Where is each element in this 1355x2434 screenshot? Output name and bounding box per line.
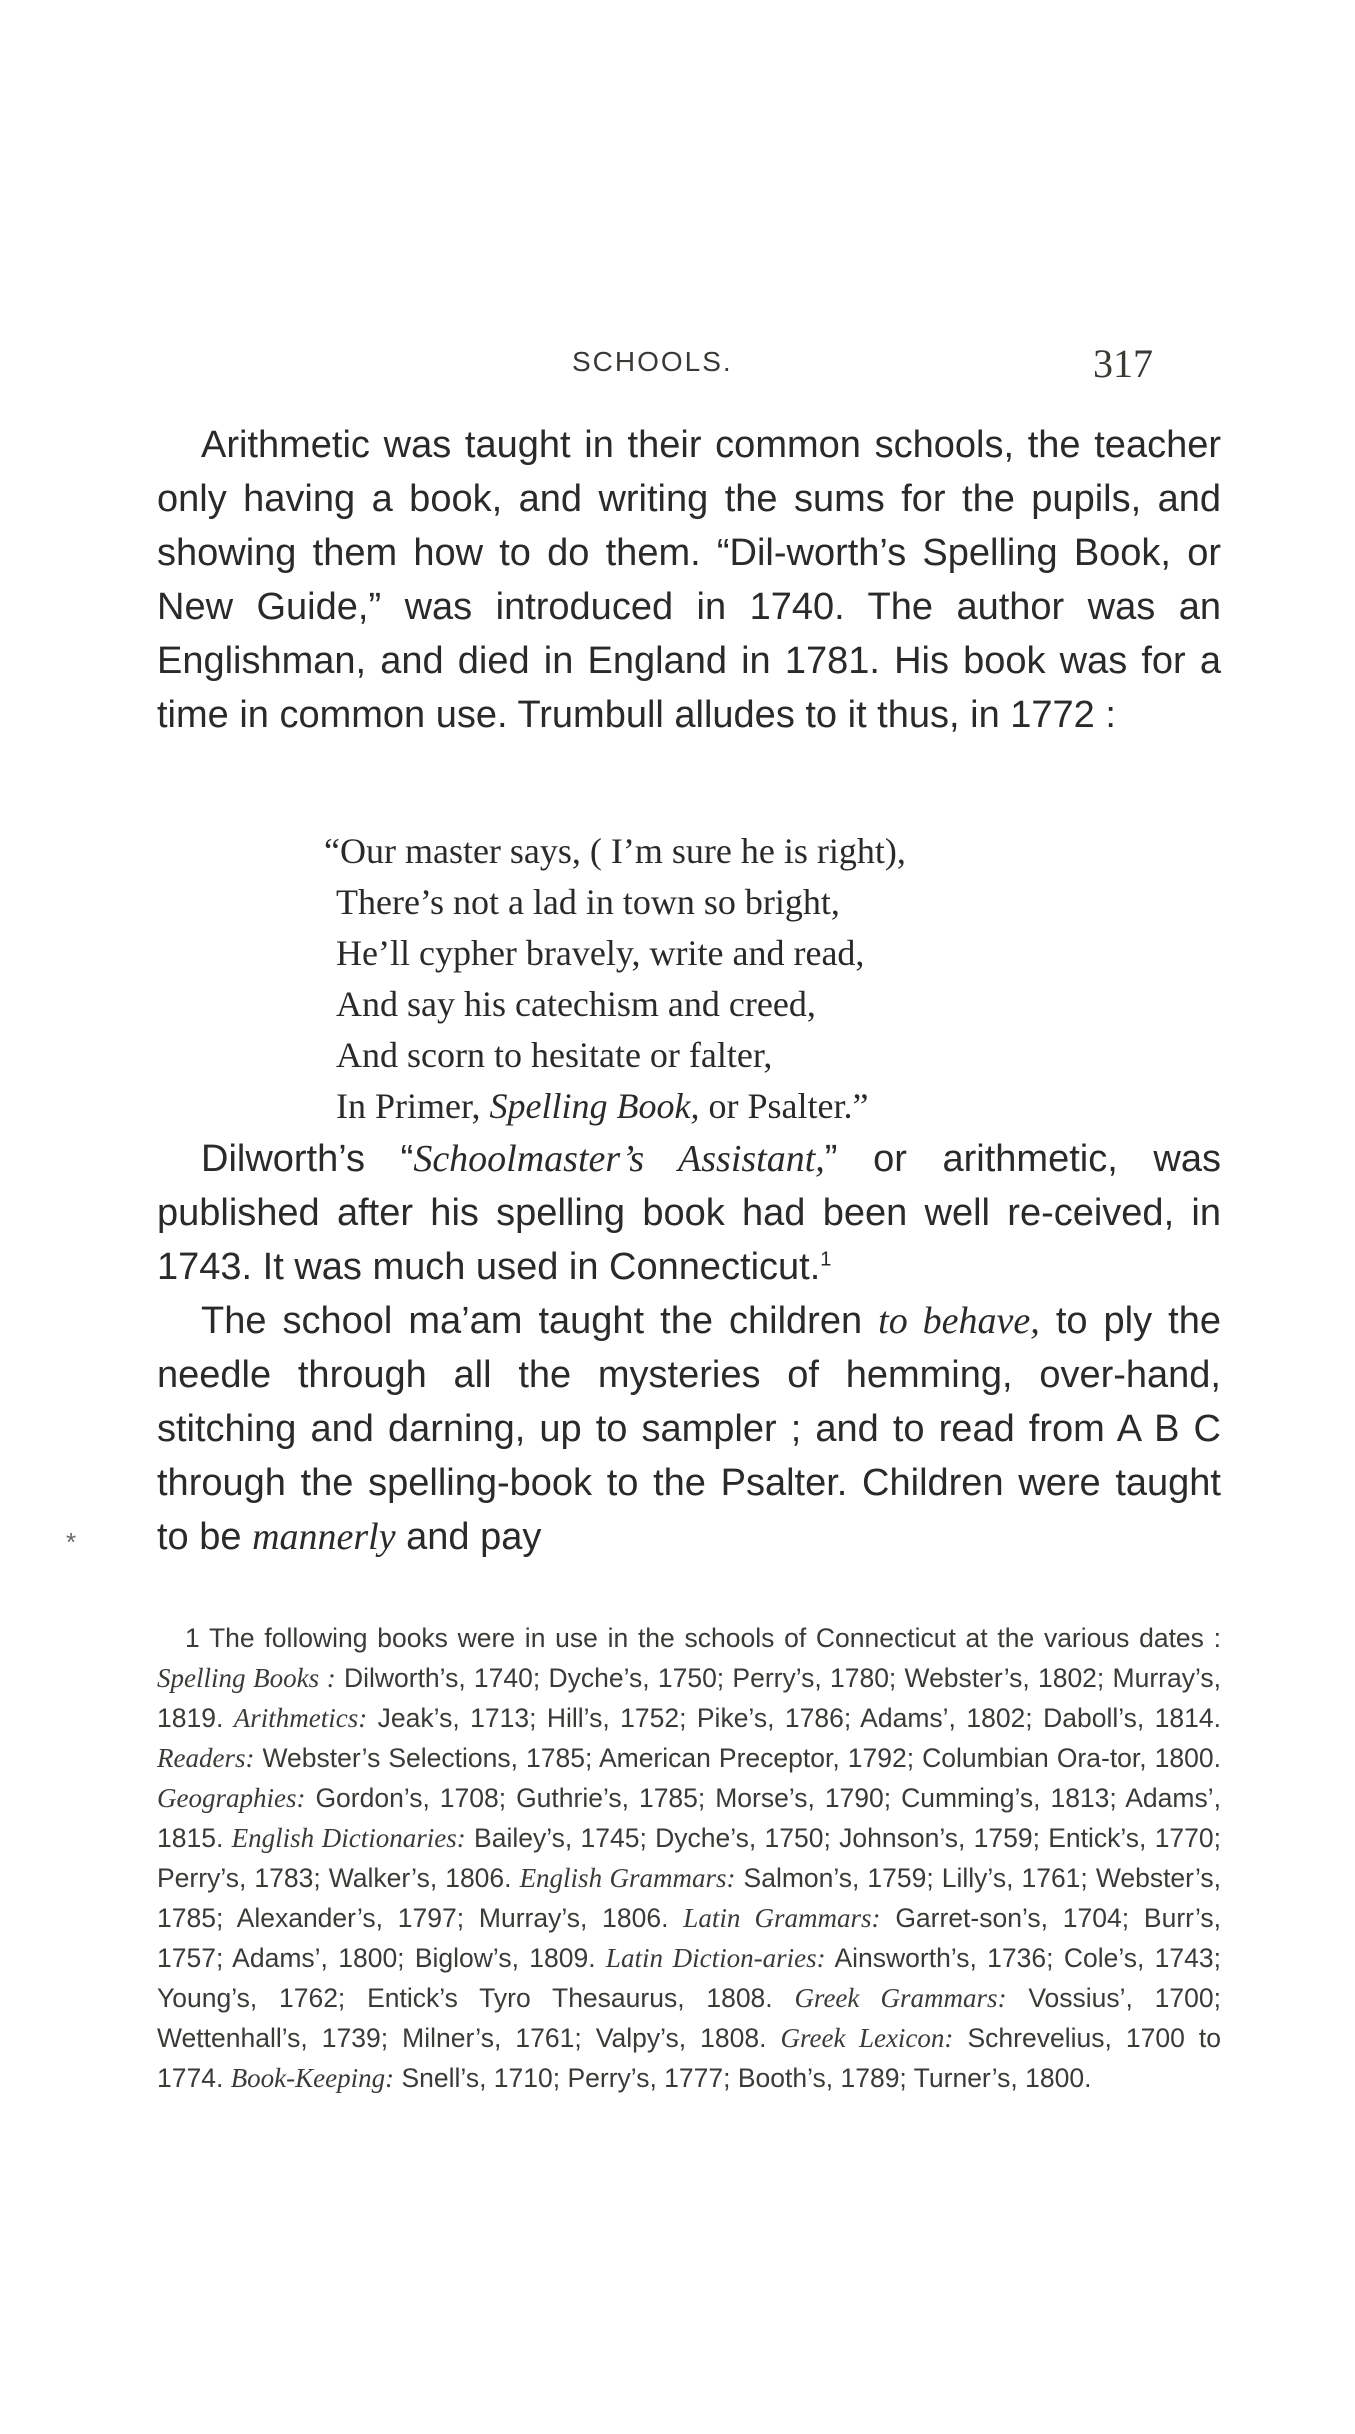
footnote-text: Webster’s Selections, 1785; American Preceptor, 1792; Columbian Ora-tor, 1800. bbox=[254, 1743, 1221, 1773]
paragraph-dilworth bbox=[157, 1132, 1221, 1294]
verse-line: He’ll cypher bravely, write and read, bbox=[336, 933, 865, 973]
footnote-category: Spelling Books : bbox=[157, 1663, 336, 1693]
verse-line: There’s not a lad in town so bright, bbox=[336, 882, 840, 922]
verse-line: “Our master says, ( I’m sure he is right), bbox=[324, 831, 906, 871]
verse-text: In Primer, bbox=[336, 1086, 490, 1126]
footnote-text: Salmon’s, 1759; Lilly’s, 1761; Webster’s, 1785; Alexander’s, 1797; Murray’s, 1806. bbox=[157, 1863, 1222, 1933]
paragraph-text: Dilworth’s “ bbox=[201, 1138, 414, 1180]
paragraph-text: and pay bbox=[395, 1516, 542, 1558]
footnote-category: Latin Diction-aries: bbox=[605, 1943, 826, 1973]
footnote-text: Schrevelius, 1700 to 1774. bbox=[157, 2023, 1221, 2093]
footnote-text: Snell’s, 1710; Perry’s, 1777; Booth’s, 1789; Turner’s, 1800. bbox=[394, 2063, 1092, 2093]
footnote-reference: 1 bbox=[820, 1248, 832, 1271]
footnote-text: Bailey’s, 1745; Dyche’s, 1750; Johnson’s, 1759; Entick’s, 1770; Perry’s, 1783; Walker’s, 1806. bbox=[157, 1823, 1222, 1893]
footnote-text: Ainsworth’s, 1736; Cole’s, 1743; Young’s, 1762; Entick’s Tyro Thesaurus, 1808. bbox=[157, 1943, 1221, 2013]
page-number: 317 bbox=[1093, 341, 1153, 386]
footnote-category: English Dictionaries: bbox=[231, 1823, 466, 1853]
paragraph-text: to ply the needle through all the mysteries of hemming, over-hand, stitching and darning, up to sampler ; and to read from A B C through the spelling-book to the Psalter. Children were taught to be bbox=[157, 1300, 1221, 1558]
verse-line bbox=[336, 1081, 906, 1132]
footnote-number: 1 bbox=[185, 1623, 200, 1653]
footnote-category: Greek Grammars: bbox=[794, 1983, 1007, 2013]
footnote-text: The following books were in use in the schools of Connecticut at the various dates : bbox=[199, 1623, 1221, 1653]
footnote-text: Dilworth’s, 1740; Dyche’s, 1750; Perry’s, 1780; Webster’s, 1802; Murray’s, 1819. bbox=[157, 1663, 1221, 1733]
margin-mark: * bbox=[66, 1527, 77, 1557]
footnote bbox=[157, 1618, 1221, 2098]
footnote-text: Garret-son’s, 1704; Burr’s, 1757; Adams’, 1800; Biglow’s, 1809. bbox=[157, 1903, 1221, 1973]
footnote-text: Gordon’s, 1708; Guthrie’s, 1785; Morse’s, 1790; Cumming’s, 1813; Adams’, 1815. bbox=[157, 1783, 1221, 1853]
italic-phrase: mannerly bbox=[252, 1516, 396, 1558]
paragraph-school-maam bbox=[157, 1294, 1221, 1564]
paragraph-text: ” or arithmetic, was published after his spelling book had been well re-ceived, in 1743. It was much used in Connecticut. bbox=[157, 1138, 1221, 1288]
running-title: SCHOOLS. bbox=[572, 346, 733, 377]
italic-phrase: to behave, bbox=[878, 1300, 1040, 1342]
paragraph-dilworth-and-school bbox=[157, 1132, 1221, 1564]
footnote-category: Latin Grammars: bbox=[683, 1903, 881, 1933]
footnote-category: Geographies: bbox=[157, 1783, 306, 1813]
footnote-text: Vossius’, 1700; Wettenhall’s, 1739; Milner’s, 1761; Valpy’s, 1808. bbox=[157, 1983, 1221, 2053]
italic-title: Spelling Book, bbox=[489, 1086, 700, 1126]
footnote-category: Book-Keeping: bbox=[230, 2063, 395, 2093]
footnote-category: Arithmetics: bbox=[233, 1703, 368, 1733]
verse-line: And say his catechism and creed, bbox=[336, 984, 816, 1024]
italic-title: Schoolmaster’s Assistant, bbox=[413, 1138, 825, 1180]
footnote-category: Readers: bbox=[157, 1743, 255, 1773]
footnote-category: English Grammars: bbox=[519, 1863, 736, 1893]
paragraph-text: The school ma’am taught the children bbox=[201, 1300, 879, 1342]
footnote-text: Jeak’s, 1713; Hill’s, 1752; Pike’s, 1786; Adams’, 1802; Daboll’s, 1814. bbox=[367, 1703, 1221, 1733]
verse-text: or Psalter.” bbox=[699, 1086, 869, 1126]
running-head bbox=[0, 341, 1355, 396]
verse-line: And scorn to hesitate or falter, bbox=[336, 1035, 773, 1075]
footnote-category: Greek Lexicon: bbox=[780, 2023, 954, 2053]
paragraph-text: Arithmetic was taught in their common schools, the teacher only having a book, and writing the sums for the pupils, and showing them how to do them. “Dil-worth’s Spelling Book, or New Guide,” was introduced in 1740. The author was an Englishman, and died in England in 1781. His book was for a time in common use. Trumbull alludes to it thus, in 1772 : bbox=[157, 424, 1221, 736]
paragraph-arithmetic bbox=[157, 418, 1221, 742]
